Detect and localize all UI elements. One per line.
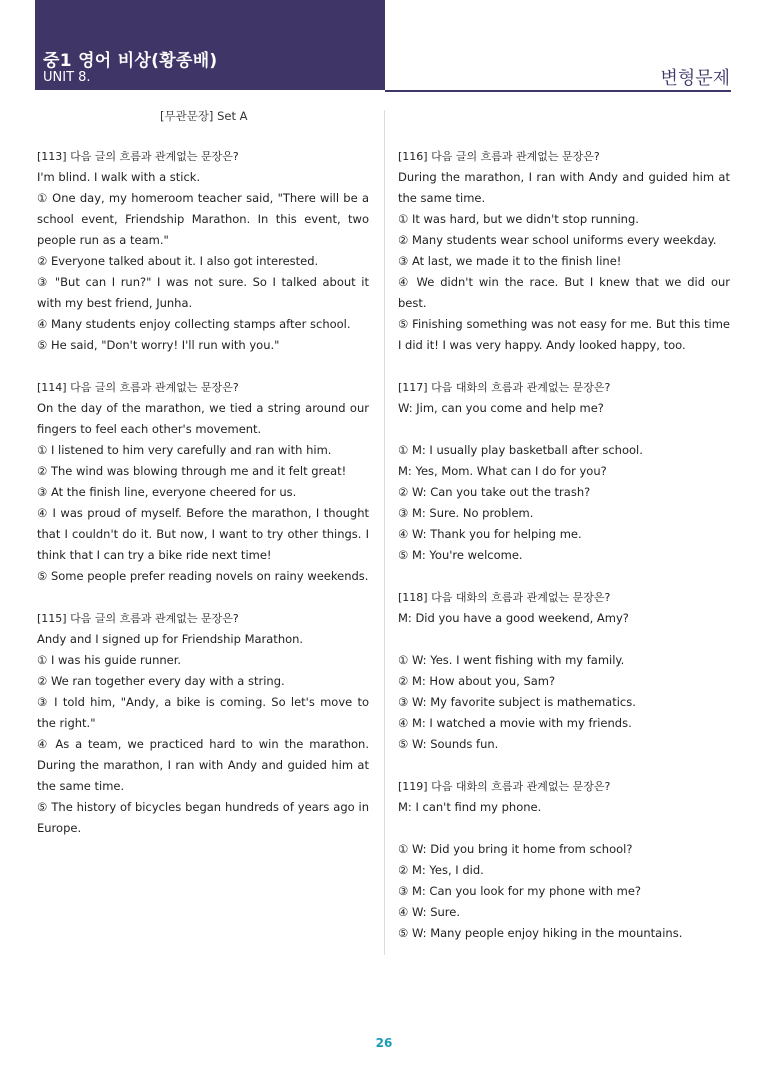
choice-2: ② M: How about you, Sam? (398, 674, 556, 688)
choice-1: ① I listened to him very carefully and ran with him. (37, 443, 332, 457)
choice-2: ② Many students wear school uniforms every weekday. (398, 233, 717, 247)
question-heading: [114] 다음 글의 흐름과 관계없는 문장은? (37, 381, 239, 394)
question-117 (398, 377, 730, 566)
question-heading: [118] 다음 대화의 흐름과 관계없는 문장은? (398, 591, 611, 604)
choice-4: ④ We didn't win the race. But I knew that we did our best. (398, 275, 730, 310)
page-number: 26 (375, 1036, 393, 1050)
question-116 (398, 146, 730, 356)
choice-3: ③ M: Sure. No problem. (398, 506, 534, 520)
choice-2: ② We ran together every day with a string. (37, 674, 285, 688)
choice-4: ④ I was proud of myself. Before the marathon, I thought that I couldn't do it. But now, I want to try other things. I think that I can try a bike ride next time! (37, 506, 369, 562)
question-heading: [116] 다음 글의 흐름과 관계없는 문장은? (398, 150, 600, 163)
choice-1: ① W: Did you bring it home from school? (398, 842, 633, 856)
header-divider (385, 90, 731, 92)
choice-2: ② M: Yes, I did. (398, 863, 484, 877)
question-114 (37, 377, 369, 587)
choice-5: ⑤ M: You're welcome. (398, 548, 523, 562)
dialogue-opening: W: Jim, can you come and help me? (398, 401, 604, 415)
choice-2: ② W: Can you take out the trash? (398, 485, 591, 499)
question-113 (37, 146, 369, 356)
choice-3: ③ "But can I run?" I was not sure. So I talked about it with my best friend, Junha. (37, 275, 369, 310)
column-divider (384, 110, 385, 955)
choice-1: ① One day, my homeroom teacher said, "There will be a school event, Friendship Marathon. In this event, two people run as a team." (37, 191, 369, 247)
right-column (398, 146, 730, 965)
choice-1: ① W: Yes. I went fishing with my family. (398, 653, 625, 667)
choice-3: ③ I told him, "Andy, a bike is coming. So let's move to the right." (37, 695, 369, 730)
blank-line (398, 629, 730, 650)
question-118 (398, 587, 730, 755)
choice-4: ④ As a team, we practiced hard to win the marathon. During the marathon, I ran with Andy and guided him at the same time. (37, 737, 369, 793)
choice-2: ② Everyone talked about it. I also got interested. (37, 254, 319, 268)
choice-5: ⑤ Finishing something was not easy for me. But this time I did it! I was very happy. Andy looked happy, too. (398, 317, 730, 352)
choice-3: ③ M: Can you look for my phone with me? (398, 884, 642, 898)
question-heading: [113] 다음 글의 흐름과 관계없는 문장은? (37, 150, 239, 163)
passage-intro: I'm blind. I walk with a stick. (37, 170, 201, 184)
choice-4: ④ M: I watched a movie with my friends. (398, 716, 632, 730)
choice-3: ③ At the finish line, everyone cheered for us. (37, 485, 297, 499)
question-heading: [115] 다음 글의 흐름과 관계없는 문장은? (37, 612, 239, 625)
passage-intro: Andy and I signed up for Friendship Marathon. (37, 632, 304, 646)
section-label: 변형문제 (660, 68, 730, 89)
choice-1: ① M: I usually play basketball after school. (398, 443, 643, 457)
choice-5: ⑤ W: Many people enjoy hiking in the mountains. (398, 926, 683, 940)
blank-line (398, 818, 730, 839)
choice-4: ④ W: Sure. (398, 905, 460, 919)
question-heading: [119] 다음 대화의 흐름과 관계없는 문장은? (398, 780, 611, 793)
choice-5: ⑤ The history of bicycles began hundreds of years ago in Europe. (37, 800, 369, 835)
choice-1: ① I was his guide runner. (37, 653, 182, 667)
passage-intro: On the day of the marathon, we tied a string around our fingers to feel each other's movement. (37, 401, 369, 436)
dialogue-line: M: Yes, Mom. What can I do for you? (398, 464, 607, 478)
question-115 (37, 608, 369, 839)
question-119 (398, 776, 730, 944)
choice-1: ① It was hard, but we didn't stop running. (398, 212, 639, 226)
choice-3: ③ W: My favorite subject is mathematics. (398, 695, 636, 709)
choice-4: ④ W: Thank you for helping me. (398, 527, 582, 541)
document-title: 중1 영어 비상(황종배) (43, 51, 218, 71)
header-banner (35, 0, 385, 90)
choice-5: ⑤ W: Sounds fun. (398, 737, 499, 751)
dialogue-opening: M: Did you have a good weekend, Amy? (398, 611, 629, 625)
left-column (37, 146, 369, 860)
passage-intro: During the marathon, I ran with Andy and guided him at the same time. (398, 170, 730, 205)
blank-line (398, 419, 730, 440)
choice-5: ⑤ Some people prefer reading novels on rainy weekends. (37, 569, 369, 583)
choice-3: ③ At last, we made it to the finish line! (398, 254, 622, 268)
choice-4: ④ Many students enjoy collecting stamps after school. (37, 317, 351, 331)
set-label: [무관문장] Set A (160, 109, 248, 123)
unit-label: UNIT 8. (43, 70, 91, 85)
choice-5: ⑤ He said, "Don't worry! I'll run with you." (37, 338, 280, 352)
question-heading: [117] 다음 대화의 흐름과 관계없는 문장은? (398, 381, 611, 394)
choice-2: ② The wind was blowing through me and it felt great! (37, 464, 347, 478)
dialogue-opening: M: I can't find my phone. (398, 800, 542, 814)
